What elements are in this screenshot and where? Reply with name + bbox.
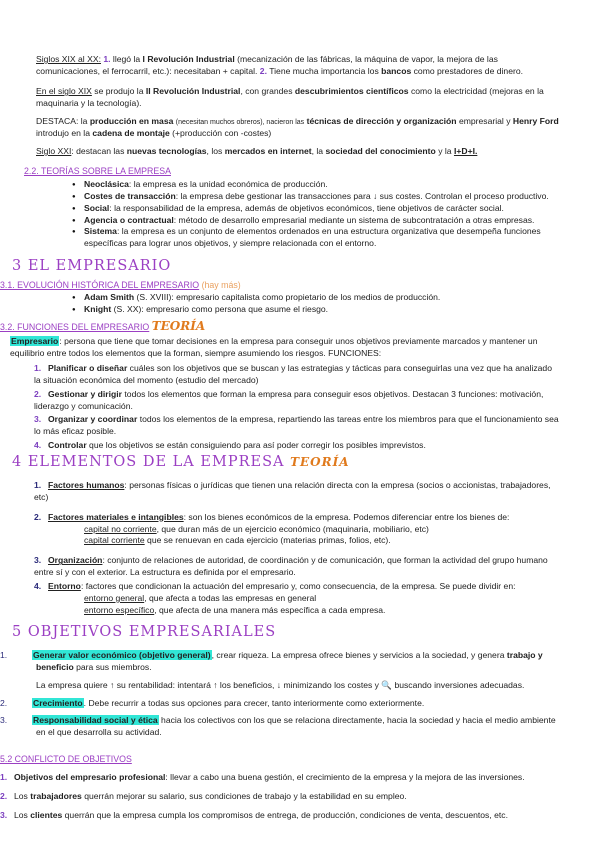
list-item: ● Neoclásica: la empresa es la unidad económica de producción. bbox=[84, 179, 560, 191]
list-item: 2. Factores materiales e intangibles: son los bienes económicos de la empresa. Podemos diferenciar entre los bienes de: bbox=[34, 511, 510, 522]
list-item: ● Social: la responsabilidad de la empresa, además de objetivos económicos, tiene objetivos de carácter social. bbox=[84, 203, 560, 215]
paragraph-destaca: DESTACA: la producción en masa (necesitan muchos obreros), nacieron las técnicas de dirección y organización empresarial y Henry Ford introdujo en la cadena de montaje (+producción con -costes) bbox=[36, 116, 559, 138]
section-title-objetivos: 5 OBJETIVOS EMPRESARIALES bbox=[12, 624, 277, 640]
list-item: 1. Objetivos del empresario profesional: llevar a cabo una buena gestión, el crecimiento de la empresa y la mejora de las inversiones. bbox=[0, 772, 525, 782]
list-item: 1. Generar valor económico (objetivo general), crear riqueza. La empresa ofrece bienes y servicios a la sociedad, y genera trabajo y beneficio para sus miembros. bbox=[0, 650, 543, 672]
funciones-list bbox=[34, 363, 560, 452]
heading-conflicto: 5.2 CONFLICTO DE OBJETIVOS bbox=[0, 754, 132, 764]
list-item: 3. Responsabilidad social y ética hacia los colectivos con los que se relaciona directamente, hacia la sociedad y hacia el medio ambiente en el que desarrolla su actividad. bbox=[0, 715, 556, 738]
list-item: entorno específico, que afecta de una manera más específica a cada empresa. bbox=[84, 604, 386, 615]
heading-evolucion: 3.1. EVOLUCIÓN HISTÓRICA DEL EMPRESARIO (hay más) bbox=[0, 280, 241, 290]
list-item: ● Agencia o contractual: método de desarrollo empresarial mediante un sistema de subcontratación a otras empresas. bbox=[84, 215, 560, 227]
evolucion-list bbox=[24, 292, 560, 316]
list-item: ● Sistema: la empresa es un conjunto de elementos ordenados en una estructura organizativa que desempeña funciones específicas para lograr unos objetivos, y siempre relacionada con el entorno. bbox=[84, 226, 560, 250]
heading-teorias: 2.2. TEORÍAS SOBRE LA EMPRESA bbox=[24, 166, 171, 176]
list-item: 1. Planificar o diseñar cuáles son los objetivos que se buscan y las estrategias y tácticas para conseguirlas una vez que ha analizado la situación económica del momento (estudio del mercado) bbox=[34, 363, 552, 385]
list-item: 2. Crecimiento. Debe recurrir a todas sus opciones para crecer, tanto interiormente como exteriormente. bbox=[0, 697, 425, 708]
list-item: 3. Organización: conjunto de relaciones de autoridad, de coordinación y de comunicación, que forman la actividad del grupo humano entre sí y con el exterior. La estructura es definida por el empresario. bbox=[34, 555, 548, 578]
list-item: ● Costes de transacción: la empresa debe gestionar las transacciones para ↓ sus costes. Controlan el proceso productivo. bbox=[84, 191, 560, 203]
list-item: 1. Factores humanos: personas físicas o jurídicas que tienen una relación directa con la empresa (socios o accionistas, trabajadores, etc) bbox=[34, 480, 551, 502]
list-item: ● Knight (S. XX): empresario como persona que asume el riesgo. bbox=[84, 304, 560, 316]
rentabilidad-note: La empresa quiere ↑ su rentabilidad: intentará ↑ los beneficios, ↓ minimizando los costes y 🔍 buscando inversiones adecuadas. bbox=[36, 679, 525, 690]
teorias-list bbox=[24, 179, 560, 250]
heading-funciones: 3.2. FUNCIONES DEL EMPRESARIO TEORÍA bbox=[0, 319, 206, 333]
list-item: ● Adam Smith (S. XVIII): empresario capitalista como propietario de los medios de producción. bbox=[84, 292, 560, 304]
section-title-empresario: 3 EL EMPRESARIO bbox=[12, 258, 172, 274]
paragraph-siglo-xxi: Siglo XXI: destacan las nuevas tecnologías, los mercados en internet, la sociedad del conocimiento y la I+D+I. bbox=[36, 146, 478, 156]
paragraph-siglos-xix-xx: Siglos XIX al XX: 1. llegó la I Revolución Industrial (mecanización de las fábricas, la máquina de vapor, la mejora de las comunicaciones, el ferrocarril, etc.): necesitaban + capital. 2. Tiene mucha importancia los bancos como prestadores de dinero. bbox=[36, 54, 524, 76]
section-title-elementos: 4 ELEMENTOS DE LA EMPRESA TEORÍA bbox=[12, 454, 350, 470]
list-item: capital no corriente, que duran más de un ejercicio económico (maquinaria, mobiliario, etc) bbox=[84, 523, 429, 534]
list-item: capital corriente que se renuevan en cada ejercicio (materias primas, folios, etc). bbox=[84, 535, 391, 546]
elementos-list bbox=[34, 480, 560, 617]
objetivos-list bbox=[0, 650, 560, 739]
list-item: 4. Entorno: factores que condicionan la actuación del empresario y, como consecuencia, de la empresa. Se puede dividir en: bbox=[34, 581, 516, 592]
list-item: 2. Los trabajadores querrán mejorar su salario, sus condiciones de trabajo y la estabilidad en su empleo. bbox=[0, 790, 407, 801]
conflicto-list bbox=[0, 772, 560, 822]
list-item: 2. Gestionar y dirigir todos los elementos que forman la empresa para conseguir esos objetivos. Destacan 3 funciones: motivación, liderazgo y comunicación. bbox=[34, 388, 544, 411]
list-item: 4. Controlar que los objetivos se están consiguiendo para así poder corregir los posibles imprevistos. bbox=[34, 440, 426, 451]
list-item: entorno general, que afecta a todas las empresas en general bbox=[84, 592, 317, 603]
paragraph-siglo-xix: En el siglo XIX se produjo la II Revolución Industrial, con grandes descubrimientos científicos como la electricidad (mejoras en la maquinaria y la tecnología). bbox=[36, 86, 544, 108]
list-item: 3. Los clientes querrán que la empresa cumpla los compromisos de entrega, de producción, condiciones de venta, descuentos, etc. bbox=[0, 809, 508, 820]
list-item: 3. Organizar y coordinar todos los elementos de la empresa, repartiendo las tareas entre los miembros para que el funcionamiento sea lo más eficaz posible. bbox=[34, 414, 559, 437]
definition-empresario: Empresario: persona que tiene que tomar decisiones en la empresa para conseguir unos objetivos previamente marcados y mantener un equilibrio entre todos los elementos que la forman, siempre asumiendo los riesgos. FUNCIONES: bbox=[10, 336, 538, 358]
